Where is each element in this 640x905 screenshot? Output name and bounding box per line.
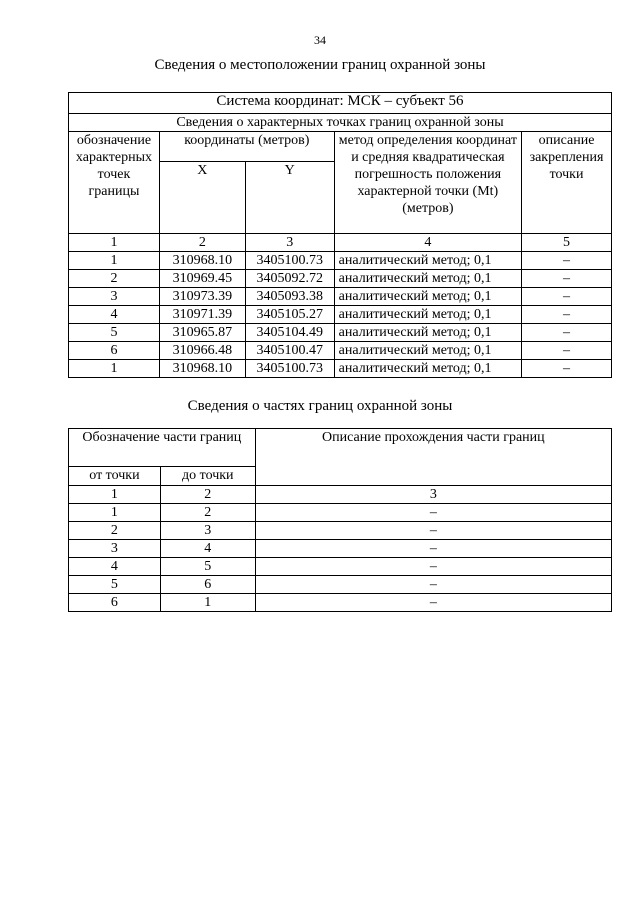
table-row xyxy=(69,342,612,360)
col-header-parts: Обозначение части границ xyxy=(69,429,256,467)
col-number: 3 xyxy=(255,486,611,504)
x-cell: 310969.45 xyxy=(159,270,245,288)
from-cell: 3 xyxy=(69,540,161,558)
y-cell: 3405100.73 xyxy=(245,360,334,378)
table-row xyxy=(69,324,612,342)
point-cell: 4 xyxy=(69,306,160,324)
from-cell: 5 xyxy=(69,576,161,594)
table-row xyxy=(69,306,612,324)
desc-cell: – xyxy=(522,288,612,306)
table-row xyxy=(69,360,612,378)
to-cell: 3 xyxy=(160,522,255,540)
x-cell: 310973.39 xyxy=(159,288,245,306)
col-number: 3 xyxy=(245,234,334,252)
col-header-desc: описание закрепления точки xyxy=(522,132,612,234)
y-cell: 3405093.38 xyxy=(245,288,334,306)
desc-cell: – xyxy=(522,252,612,270)
method-cell: аналитический метод; 0,1 xyxy=(334,288,521,306)
page-number: 34 xyxy=(314,33,326,47)
point-cell: 3 xyxy=(69,288,160,306)
y-cell: 3405104.49 xyxy=(245,324,334,342)
x-cell: 310965.87 xyxy=(159,324,245,342)
point-cell: 5 xyxy=(69,324,160,342)
col-number: 2 xyxy=(160,486,255,504)
section-heading-boundaries: Сведения о местоположении границ охранной зоны xyxy=(154,57,486,73)
col-number: 2 xyxy=(159,234,245,252)
to-cell: 1 xyxy=(160,594,255,612)
description-cell: – xyxy=(255,504,611,522)
col-header-from: от точки xyxy=(69,467,161,486)
x-cell: 310971.39 xyxy=(159,306,245,324)
boundary-points-table xyxy=(68,92,612,378)
table-row xyxy=(69,558,612,576)
desc-cell: – xyxy=(522,324,612,342)
x-cell: 310966.48 xyxy=(159,342,245,360)
col-header-x: X xyxy=(159,162,245,234)
coord-system-cell: Система координат: МСК – субъект 56 xyxy=(69,93,612,114)
table-row xyxy=(69,288,612,306)
col-header-method: метод определения координат и средняя квадратическая погрешность положения характерной точки (Mt) (метров) xyxy=(334,132,521,234)
to-cell: 4 xyxy=(160,540,255,558)
col-header-to: до точки xyxy=(160,467,255,486)
point-cell: 1 xyxy=(69,360,160,378)
y-cell: 3405092.72 xyxy=(245,270,334,288)
to-cell: 2 xyxy=(160,504,255,522)
col-number: 1 xyxy=(69,486,161,504)
method-cell: аналитический метод; 0,1 xyxy=(334,306,521,324)
col-number: 1 xyxy=(69,234,160,252)
from-cell: 1 xyxy=(69,504,161,522)
description-cell: – xyxy=(255,540,611,558)
to-cell: 5 xyxy=(160,558,255,576)
description-cell: – xyxy=(255,576,611,594)
y-cell: 3405105.27 xyxy=(245,306,334,324)
to-cell: 6 xyxy=(160,576,255,594)
col-header-coords: координаты (метров) xyxy=(159,132,334,162)
table-row xyxy=(69,522,612,540)
desc-cell: – xyxy=(522,360,612,378)
from-cell: 2 xyxy=(69,522,161,540)
table-row xyxy=(69,594,612,612)
desc-cell: – xyxy=(522,306,612,324)
col-header-y: Y xyxy=(245,162,334,234)
col-header-description: Описание прохождения части границ xyxy=(255,429,611,486)
col-header-point: обозначение характерных точек границы xyxy=(69,132,160,234)
table-row xyxy=(69,504,612,522)
method-cell: аналитический метод; 0,1 xyxy=(334,252,521,270)
desc-cell: – xyxy=(522,342,612,360)
col-number: 5 xyxy=(522,234,612,252)
point-cell: 6 xyxy=(69,342,160,360)
col-number: 4 xyxy=(334,234,521,252)
method-cell: аналитический метод; 0,1 xyxy=(334,324,521,342)
x-cell: 310968.10 xyxy=(159,252,245,270)
section-heading-parts: Сведения о частях границ охранной зоны xyxy=(187,398,453,414)
table-row xyxy=(69,576,612,594)
points-subheading-cell: Сведения о характерных точках границ охранной зоны xyxy=(69,114,612,132)
table-row xyxy=(69,540,612,558)
point-cell: 1 xyxy=(69,252,160,270)
point-cell: 2 xyxy=(69,270,160,288)
y-cell: 3405100.73 xyxy=(245,252,334,270)
from-cell: 6 xyxy=(69,594,161,612)
method-cell: аналитический метод; 0,1 xyxy=(334,270,521,288)
boundary-parts-table xyxy=(68,428,612,612)
table-row xyxy=(69,270,612,288)
desc-cell: – xyxy=(522,270,612,288)
description-cell: – xyxy=(255,522,611,540)
y-cell: 3405100.47 xyxy=(245,342,334,360)
description-cell: – xyxy=(255,594,611,612)
x-cell: 310968.10 xyxy=(159,360,245,378)
method-cell: аналитический метод; 0,1 xyxy=(334,342,521,360)
description-cell: – xyxy=(255,558,611,576)
from-cell: 4 xyxy=(69,558,161,576)
table-row xyxy=(69,252,612,270)
method-cell: аналитический метод; 0,1 xyxy=(334,360,521,378)
